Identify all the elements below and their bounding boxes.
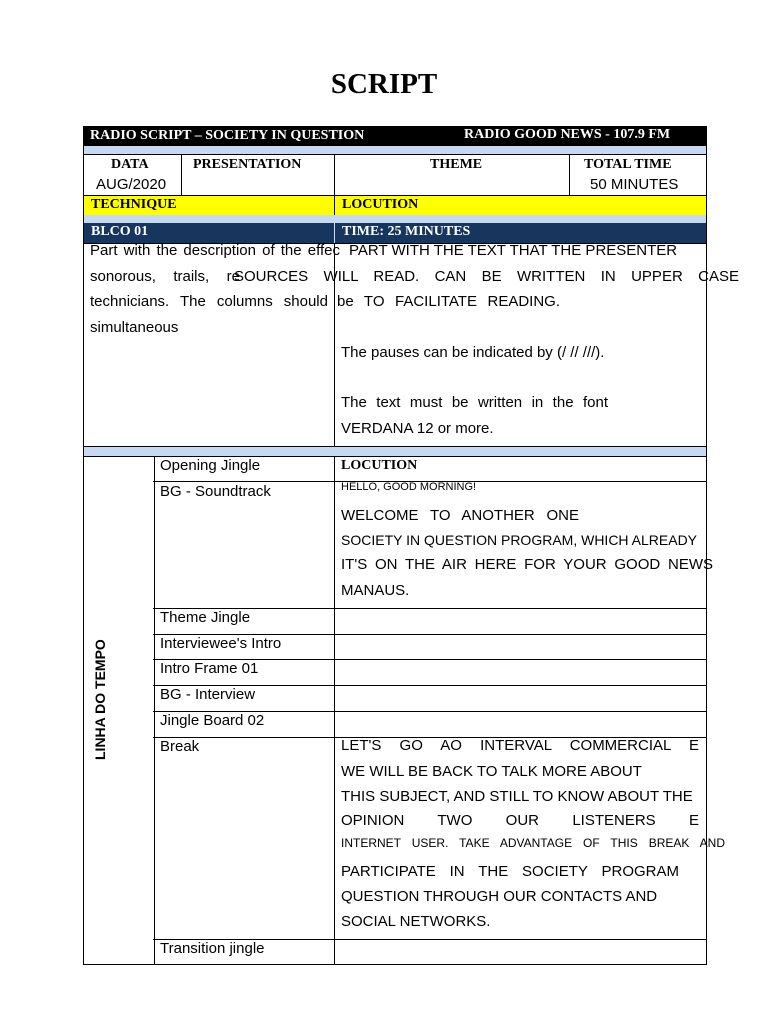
- info-col-data: [84, 155, 182, 195]
- technique-cell: Theme Jingle: [160, 609, 251, 626]
- locution-line: SOCIAL NETWORKS.: [341, 913, 491, 930]
- locution-line: WELCOME TO ANOTHER ONE: [341, 507, 579, 524]
- locution-line: IT'S ON THE AIR HERE FOR YOUR GOOD NEWS: [341, 556, 713, 573]
- header-station: RADIO GOOD NEWS - 107.9 FM: [464, 127, 671, 142]
- locution-line: INTERNET USER. TAKE ADVANTAGE OF THIS BREAK AND: [341, 836, 725, 850]
- total-time-value: 50 MINUTES: [590, 176, 679, 193]
- info-col-theme: [335, 155, 570, 195]
- data-label: DATA: [111, 157, 149, 172]
- locution-line: SOCIETY IN QUESTION PROGRAM, WHICH ALREADY: [341, 532, 698, 548]
- locution-line: HELLO, GOOD MORNING!: [341, 481, 477, 493]
- locution-line: PARTICIPATE IN THE SOCIETY PROGRAM: [341, 863, 679, 880]
- locution-line: QUESTION THROUGH OUR CONTACTS AND: [341, 888, 658, 905]
- timeline-vertical-label: LINHA DO TEMPO: [92, 639, 108, 760]
- locution-line: MANAUS.: [341, 582, 410, 599]
- divider-strip: [83, 146, 707, 154]
- header-bar: [83, 126, 707, 146]
- desc-right-line-3: be TO FACILITATE READING.: [337, 293, 560, 310]
- presentation-label: PRESENTATION: [193, 157, 302, 172]
- technique-cell: Intro Frame 01: [160, 660, 259, 677]
- desc-right-line-1: PART WITH THE TEXT THAT THE PRESENTER: [349, 242, 678, 259]
- theme-label: THEME: [430, 157, 483, 172]
- technique-cell: Transition jingle: [160, 940, 265, 957]
- technique-heading: TECHNIQUE: [91, 197, 177, 212]
- locution-heading: LOCUTION: [342, 197, 419, 212]
- locution-cell: LOCUTION: [341, 458, 418, 473]
- block-label: BLCO 01: [91, 224, 149, 239]
- header-program-title: RADIO SCRIPT – SOCIETY IN QUESTION: [90, 128, 365, 143]
- info-col-presentation: [182, 155, 335, 195]
- desc-left-line-2: sonorous, trails, re: [90, 268, 240, 285]
- section-bar: [83, 195, 707, 215]
- technique-cell: Interviewee's Intro: [160, 635, 282, 652]
- desc-right-line-5: The pauses can be indicated by (/ // ///).: [341, 344, 605, 361]
- desc-right-line-2: SOURCES WILL READ. CAN BE WRITTEN IN UPPER CASE: [234, 268, 739, 285]
- block-time: TIME: 25 MINUTES: [342, 224, 471, 239]
- locution-line: THIS SUBJECT, AND STILL TO KNOW ABOUT THE: [341, 788, 693, 805]
- locution-line: WE WILL BE BACK TO TALK MORE ABOUT: [341, 763, 642, 780]
- technique-cell: Jingle Board 02: [160, 712, 265, 729]
- page-title: SCRIPT: [330, 68, 438, 100]
- locution-line: OPINION TWO OUR LISTENERS E: [341, 812, 699, 829]
- technique-cell: Break: [160, 738, 200, 755]
- desc-right-line-8: VERDANA 12 or more.: [341, 420, 494, 437]
- technique-cell: BG - Soundtrack: [160, 483, 271, 500]
- locution-line: LET'S GO AO INTERVAL COMMERCIAL E: [341, 737, 699, 754]
- technique-cell: Opening Jingle: [160, 457, 261, 474]
- total-time-label: TOTAL TIME: [584, 157, 672, 172]
- technique-cell: BG - Interview: [160, 686, 256, 703]
- desc-right-line-7: The text must be written in the font: [341, 394, 608, 411]
- info-table: [83, 154, 707, 195]
- info-col-total-time: [570, 155, 708, 195]
- divider-strip-2: [83, 215, 707, 223]
- data-value: AUG/2020: [96, 176, 167, 193]
- desc-left-line-1: Part with the description of the effec: [90, 242, 340, 259]
- desc-left-line-4: simultaneous: [90, 319, 179, 336]
- desc-left-line-3: technicians. The columns should: [90, 293, 328, 310]
